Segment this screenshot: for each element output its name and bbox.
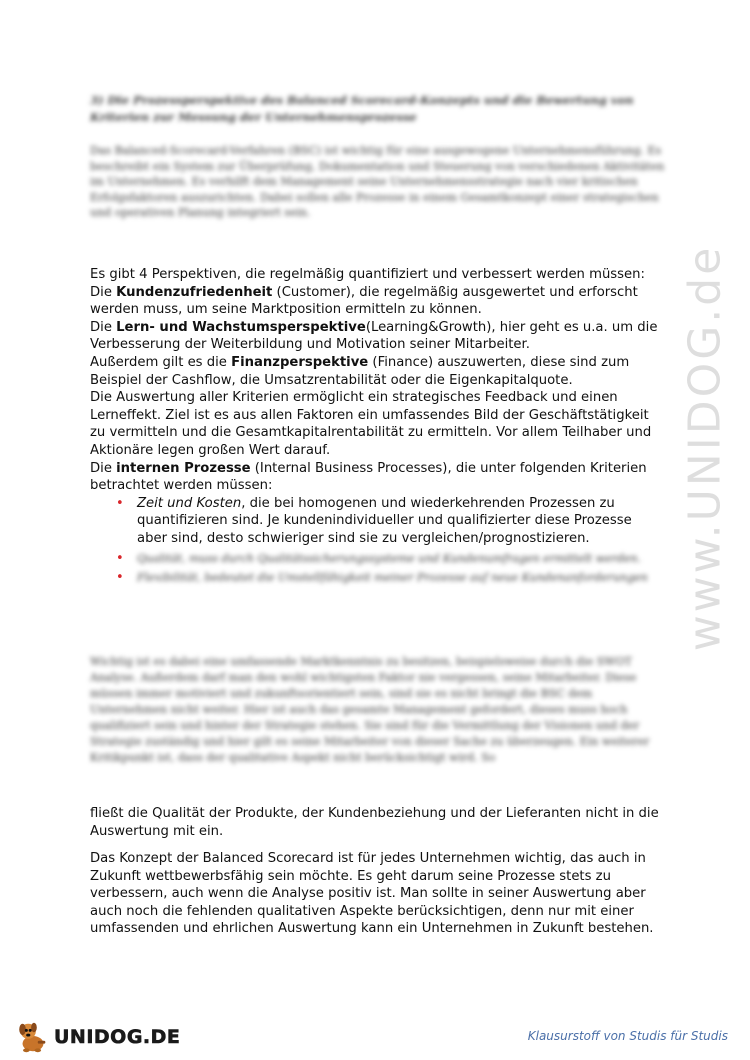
learning-perspective xyxy=(90,319,665,354)
critique-text: fließt die Qualität der Produkte, der Kundenbeziehung und der Lieferanten nicht in die Auswertung mit ein. xyxy=(90,806,659,839)
perspectives-section xyxy=(90,266,665,587)
blurred-paragraph xyxy=(90,654,665,766)
criteria-term: Zeit und Kosten xyxy=(137,495,242,511)
bullet-icon: • xyxy=(116,550,124,566)
learning-term: Lern- und Wachstumsperspektive xyxy=(116,319,366,335)
criteria-text: , die bei homogenen und wiederkehrenden Prozessen zu quantifizieren sind. Je kundenindividueller und qualifizierter diese Prozesse aber sind, desto schwieriger sind sie zu vergleichen/prognostizieren. xyxy=(137,495,632,546)
conclusion-paragraph: Das Konzept der Balanced Scorecard ist für jedes Unternehmen wichtig, das auch in Zukunft wettbewerbsfähig sein möchte. Es geht darum seine Prozesse stets zu verbessern, auch wenn die Analyse positiv ist. Man sollte in seiner Auswertung aber auch noch die fehlenden qualitativen Aspekte berücksichtigen, denn nur mit einer umfassenden und ehrlichen Auswertung kann ein Unternehmen in Zukunft bestehen. xyxy=(90,851,654,937)
criteria-text: Flexibilität, bedeutet die Umstellfähigkeit meiner Prozesse auf neue Kundenanforderungen xyxy=(137,571,648,585)
criteria-text: Qualität, muss durch Qualitätssicherungssysteme und Kundenumfragen ermittelt werden. xyxy=(137,551,642,565)
internal-pre: Die xyxy=(90,460,117,476)
customer-text: (Customer), die regelmäßig ausgewertet und erforscht werden muss, um seine Marktposition ermitteln zu können. xyxy=(90,284,638,318)
finance-term: Finanzperspektive xyxy=(231,354,369,370)
bullet-icon: • xyxy=(116,495,124,511)
watermark: www.UNIDOG.de xyxy=(679,244,731,652)
internal-term: internen Prozesse xyxy=(116,460,251,476)
logo-wordmark: UNIDOG.DE xyxy=(54,1026,181,1048)
internal-text: (Internal Business Processes), die unter folgenden Kriterien betrachtet werden müssen: xyxy=(90,460,647,494)
customer-perspective xyxy=(90,284,665,319)
unidog-logo xyxy=(14,1018,180,1056)
finance-pre: Außerdem gilt es die xyxy=(90,354,232,370)
criteria-item-flexibility xyxy=(90,569,665,587)
criteria-item-time-cost xyxy=(90,495,665,548)
finance-perspective xyxy=(90,354,665,389)
bullet-icon: • xyxy=(116,570,124,586)
evaluation-paragraph: Die Auswertung aller Kriterien ermöglicht ein strategisches Feedback und einen Lerneffekt. Ziel ist es aus allen Faktoren ein umfassendes Bild der Geschäftstätigkeit zu vermitteln und die Gesamtkapitalrentabilität zu ermitteln. Vor allem Teilhaber und Aktionäre legen großen Wert darauf. xyxy=(90,390,652,458)
learning-text: (Learning&Growth), hier geht es u.a. um die Verbesserung der Weiterbildung und Motivation seiner Mitarbeiter. xyxy=(90,319,658,353)
finance-text: (Finance) auszuwerten, diese sind zum Beispiel der Cashflow, die Umsatzrentabilität oder die Eigenkapitalquote. xyxy=(90,354,630,388)
criteria-item-quality xyxy=(90,550,665,568)
section-heading: 3) Die Prozessperspektive des Balanced Scorecard-Konzepts und die Bewertung von Kriterien zur Messung der Unternehmensprozesse xyxy=(90,93,634,124)
critique-paragraph xyxy=(90,805,665,840)
blurred-paragraph-text: Wichtig ist es dabei eine umfassende Marktkenntnis zu besitzen, beispielsweise durch die SWOT Analyse. Außerdem darf man den wohl wichtigsten Faktor nie vergessen, seine Mitarbeiter. Diese müssen immer motiviert und zukunftsorientiert sein, sind sie es nicht bringt die BSC dem Unternehmen nicht weiter. Hier ist auch das gesamte Management gefordert, dieses muss hoch qualifiziert sein und hinter der Strategie stehen. Sie sind für die Vermittlung der Visionen und der Strategie zuständig und hier gilt es seine Mitarbeiter von dieser Sache zu überzeugen. xyxy=(90,655,640,748)
intro-paragraph: Das Balanced-Scorecard-Verfahren (BSC) ist wichtig für eine ausgewogene Unternehmensführung. Es beschreibt ein System zur Überprüfung, Dokumentation und Steuerung von verschiedenen Aktivitäten im Unternehmen. Es verhilft dem Management seine Unternehmensstrategie nach vier kritischen Erfolgsfaktoren auszurichten. Dabei sollen alle Prozesse in einem Gesamtkonzept einer strategischen und operativen Planung integriert sein. xyxy=(90,144,665,219)
learning-pre: Die xyxy=(90,319,117,335)
footer-tagline: Klausurstoff von Studis für Studis xyxy=(527,1029,728,1043)
internal-perspective xyxy=(90,460,665,495)
dog-mascot-icon xyxy=(14,1018,52,1056)
perspectives-lead: Es gibt 4 Perspektiven, die regelmäßig quantifiziert und verbessert werden müssen: xyxy=(90,267,645,282)
customer-pre: Die xyxy=(90,284,117,300)
customer-term: Kundenzufriedenheit xyxy=(116,284,273,300)
critique-blurred-text: Ein weiterer Kritikpunkt ist, dass der qualitative Aspekt nicht berücksichtigt wird. So xyxy=(90,735,650,764)
criteria-list xyxy=(90,495,665,587)
